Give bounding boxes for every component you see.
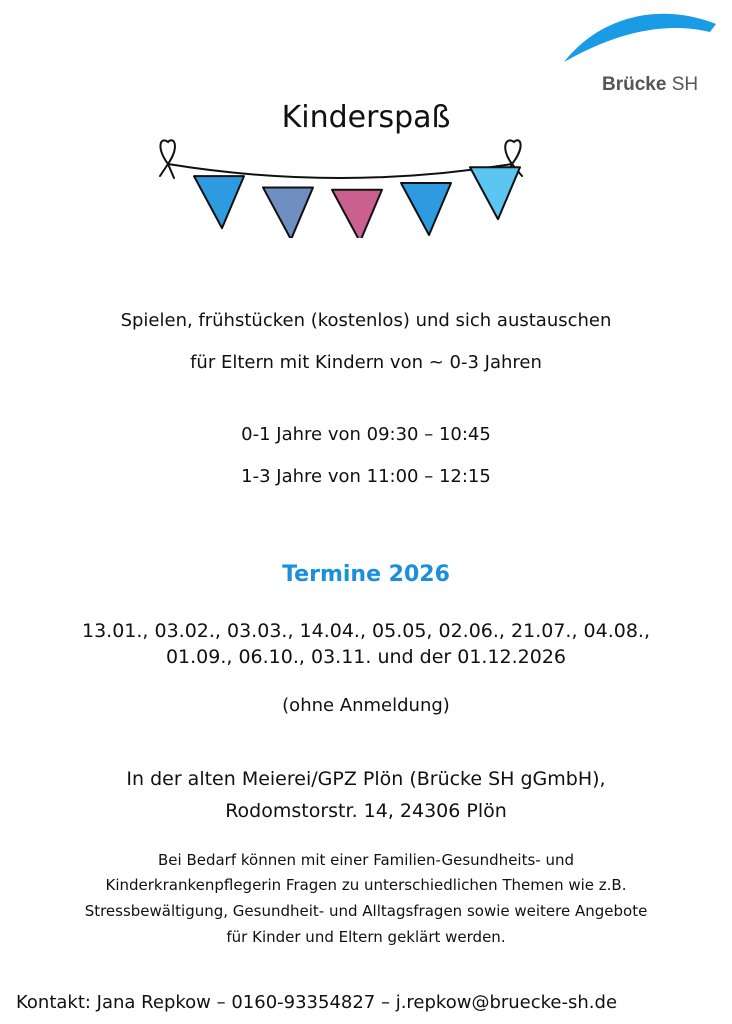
intro-line-1: Spielen, frühstücken (kostenlos) und sich austauschen	[120, 310, 612, 331]
time-slot-0-1: 0-1 Jahre von 09:30 – 10:45	[241, 424, 491, 445]
logo-brand-suffix: SH	[671, 74, 699, 95]
time-slot-1-3: 1-3 Jahre von 11:00 – 12:15	[241, 466, 491, 487]
logo-brand-bold: Brücke	[602, 74, 667, 95]
bunting-decoration	[150, 128, 530, 238]
contact-line: Kontakt: Jana Repkow – 0160-93354827 – j.repkow@bruecke-sh.de	[16, 992, 618, 1013]
bunting-flag-3	[332, 190, 382, 238]
termine-heading: Termine 2026	[282, 562, 450, 587]
bunting-left-bow	[160, 140, 175, 178]
info-line-4: für Kinder und Eltern geklärt werden.	[226, 928, 506, 946]
dates-line-2: 01.09., 06.10., 03.11. und der 01.12.2026	[165, 646, 567, 668]
logo-swoosh-shape	[564, 14, 716, 62]
logo-wordmark	[602, 74, 698, 96]
intro-line-2: für Eltern mit Kindern von ~ 0-3 Jahren	[190, 352, 542, 373]
bunting-flag-2	[263, 187, 313, 238]
registration-note: (ohne Anmeldung)	[282, 695, 450, 716]
bunting-flag-5	[470, 167, 520, 219]
dates-line-1: 13.01., 03.02., 03.03., 14.04., 05.05, 02.06., 21.07., 04.08.,	[81, 620, 650, 642]
bunting-flag-1	[194, 176, 244, 228]
info-line-1: Bei Bedarf können mit einer Familien-Gesundheits- und	[157, 851, 574, 869]
info-line-2: Kinderkrankenpflegerin Fragen zu unterschiedlichen Themen wie z.B.	[105, 876, 627, 894]
info-line-3: Stressbewältigung, Gesundheit- und Alltagsfragen sowie weitere Angebote	[84, 902, 648, 920]
location-line-2: Rodomstorstr. 14, 24306 Plön	[225, 800, 507, 822]
location-line-1: In der alten Meierei/GPZ Plön (Brücke SH gGmbH),	[126, 768, 606, 790]
bunting-flag-4	[401, 183, 451, 235]
page-title: Kinderspaß	[281, 100, 451, 135]
